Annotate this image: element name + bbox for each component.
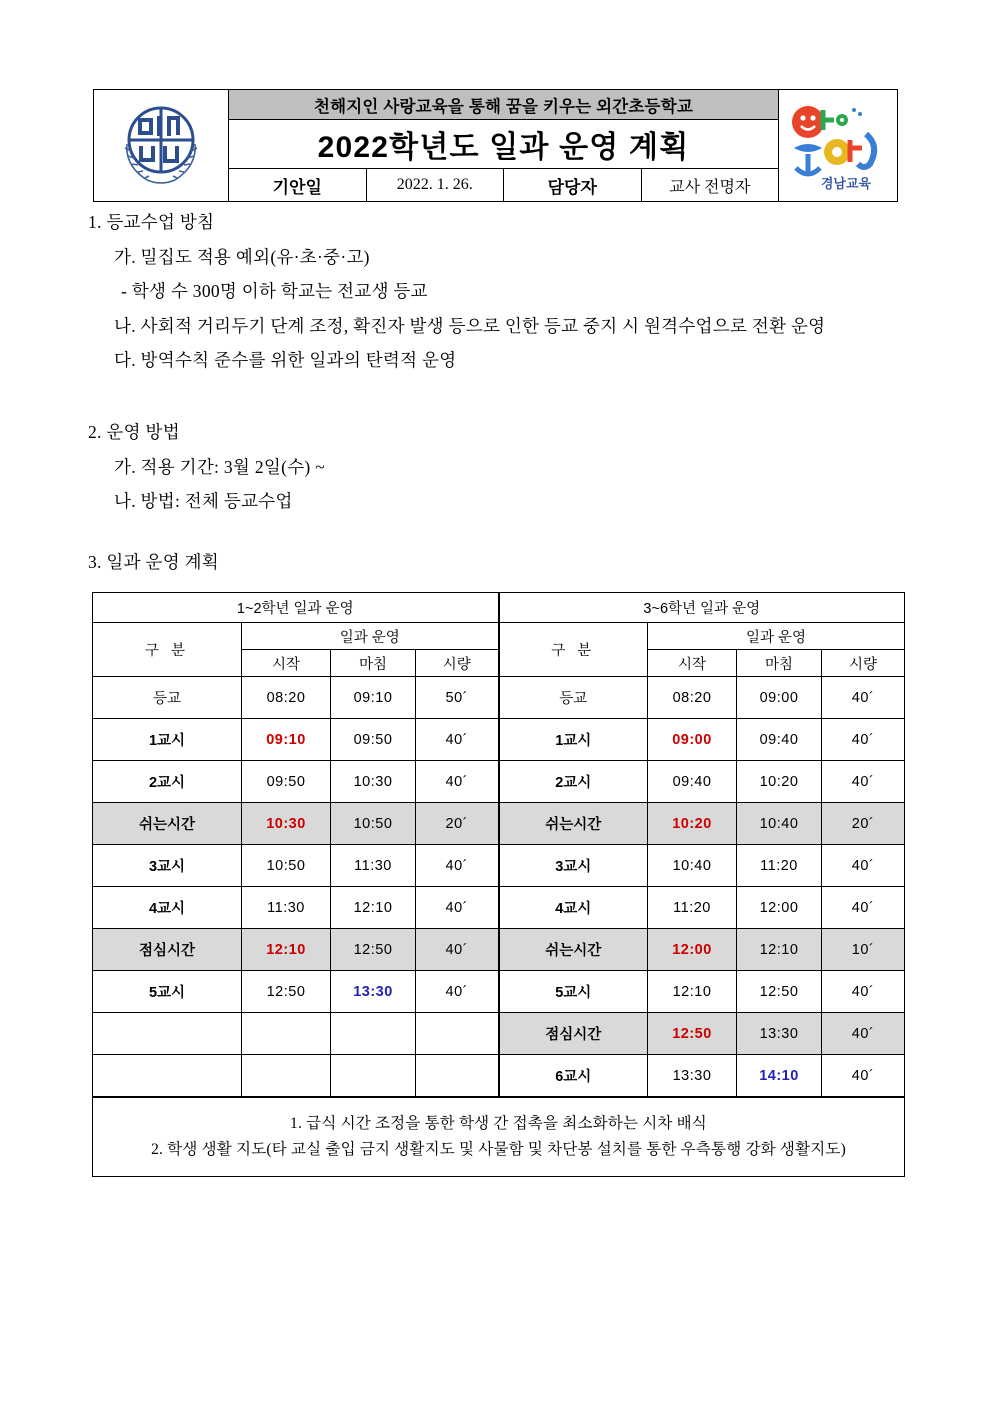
duration-right-4: 40´ [822,845,905,887]
row-label-left-4: 3교시 [93,845,242,887]
school-emblem-cell [94,90,229,202]
col-header-start-left: 시작 [242,650,331,677]
document-header [93,89,898,202]
document-title: 2022학년도 일과 운영 계획 [229,120,779,169]
start-time-right-0: 08:20 [648,677,737,719]
start-time-left-9 [242,1055,331,1098]
row-label-left-2: 2교시 [93,761,242,803]
start-time-left-0: 08:20 [242,677,331,719]
start-time-right-6: 12:00 [648,929,737,971]
section-1-item-0: 가. 밀집도 적용 예외(유·초·중·고) [114,246,370,267]
end-time-right-1: 09:40 [737,719,822,761]
end-time-left-9 [331,1055,416,1098]
start-time-right-8: 12:50 [648,1013,737,1055]
row-label-left-6: 점심시간 [93,929,242,971]
col-header-start-right: 시작 [648,650,737,677]
end-time-right-0: 09:00 [737,677,822,719]
row-label-right-2: 2교시 [499,761,648,803]
row-label-left-8 [93,1013,242,1055]
schedule-table [92,592,905,1177]
row-label-right-5: 4교시 [499,887,648,929]
duration-left-9 [416,1055,499,1098]
duration-left-3: 20´ [416,803,499,845]
end-time-left-4: 11:30 [331,845,416,887]
note-line-1: 1. 급식 시간 조정을 통한 학생 간 접촉을 최소화하는 시차 배식 [290,1115,707,1133]
start-time-right-5: 11:20 [648,887,737,929]
gyeongnam-education-logo-icon [784,96,892,196]
start-time-right-4: 10:40 [648,845,737,887]
duration-right-3: 20´ [822,803,905,845]
row-label-right-7: 5교시 [499,971,648,1013]
start-time-left-8 [242,1013,331,1055]
col-header-end-left: 마침 [331,650,416,677]
col-header-gubun-right: 구 분 [499,623,648,677]
section-1-item-3: 다. 방역수칙 준수를 위한 일과의 탄력적 운영 [114,350,457,370]
duration-left-8 [416,1013,499,1055]
row-label-right-9: 6교시 [499,1055,648,1098]
duration-right-0: 40´ [822,677,905,719]
duration-left-1: 40´ [416,719,499,761]
end-time-right-6: 12:10 [737,929,822,971]
section-2-item-1: 나. 방법: 전체 등교수업 [114,491,293,511]
table-row [93,1013,905,1055]
school-emblem-icon [105,96,217,196]
column-header-row-1 [93,623,905,650]
col-header-span-right: 일과 운영 [648,623,905,650]
duration-right-1: 40´ [822,719,905,761]
row-label-right-0: 등교 [499,677,648,719]
start-time-left-7: 12:50 [242,971,331,1013]
col-header-duration-right: 시량 [822,650,905,677]
end-time-left-6: 12:50 [331,929,416,971]
duration-right-6: 10´ [822,929,905,971]
start-time-right-7: 12:10 [648,971,737,1013]
start-time-left-4: 10:50 [242,845,331,887]
end-time-left-1: 09:50 [331,719,416,761]
row-label-left-0: 등교 [93,677,242,719]
section-2-item-0: 가. 적용 기간: 3월 2일(수) ~ [114,456,325,477]
duration-right-9: 40´ [822,1055,905,1098]
start-time-left-6: 12:10 [242,929,331,971]
school-slogan: 천해지인 사랑교육을 통해 꿈을 키우는 외간초등학교 [229,90,779,120]
duration-left-7: 40´ [416,971,499,1013]
duration-left-2: 40´ [416,761,499,803]
row-label-left-3: 쉬는시간 [93,803,242,845]
end-time-right-7: 12:50 [737,971,822,1013]
start-time-left-1: 09:10 [242,719,331,761]
group-title-row [93,593,905,623]
draft-date-label: 기안일 [229,169,367,202]
person-in-charge-label: 담당자 [504,169,642,202]
start-time-left-5: 11:30 [242,887,331,929]
duration-left-5: 40´ [416,887,499,929]
group-title-left: 1~2학년 일과 운영 [93,593,499,623]
section-1-heading: 1. 등교수업 방침 [88,212,215,232]
end-time-left-0: 09:10 [331,677,416,719]
notes-cell [93,1097,905,1177]
end-time-right-9: 14:10 [737,1055,822,1098]
start-time-right-2: 09:40 [648,761,737,803]
draft-date-value: 2022. 1. 26. [366,169,504,202]
table-row [93,971,905,1013]
end-time-right-4: 11:20 [737,845,822,887]
end-time-right-2: 10:20 [737,761,822,803]
table-row [93,1055,905,1098]
group-title-right: 3~6학년 일과 운영 [499,593,905,623]
section-2-heading: 2. 운영 방법 [88,422,180,442]
table-row [93,929,905,971]
person-in-charge-value: 교사 전명자 [641,169,779,202]
section-2 [88,424,948,528]
gn-logo-caption: 경남교육 [820,175,872,191]
gyeongnam-education-logo-cell [779,90,898,202]
row-label-right-4: 3교시 [499,845,648,887]
row-label-right-1: 1교시 [499,719,648,761]
start-time-left-2: 09:50 [242,761,331,803]
note-line-2: 2. 학생 생활 지도(타 교실 출입 금지 생활지도 및 사물함 및 차단봉 설치를 통한 우측통행 강화 생활지도) [151,1141,846,1158]
duration-left-6: 40´ [416,929,499,971]
row-label-left-1: 1교시 [93,719,242,761]
duration-right-5: 40´ [822,887,905,929]
row-label-right-6: 쉬는시간 [499,929,648,971]
row-label-right-3: 쉬는시간 [499,803,648,845]
duration-right-2: 40´ [822,761,905,803]
table-row [93,719,905,761]
row-label-left-7: 5교시 [93,971,242,1013]
schedule-table-container [92,592,904,1177]
table-row [93,803,905,845]
duration-right-8: 40´ [822,1013,905,1055]
start-time-right-1: 09:00 [648,719,737,761]
duration-right-7: 40´ [822,971,905,1013]
table-row [93,761,905,803]
section-3-heading: 3. 일과 운영 계획 [88,552,219,572]
end-time-left-3: 10:50 [331,803,416,845]
end-time-right-5: 12:00 [737,887,822,929]
header-table [93,89,898,202]
section-3 [88,554,948,589]
section-1-item-2: 나. 사회적 거리두기 단계 조정, 확진자 발생 등으로 인한 등교 중지 시 원격수업으로 전환 운영 [114,315,826,336]
row-label-left-5: 4교시 [93,887,242,929]
section-1-item-1: - 학생 수 300명 이하 학교는 전교생 등교 [121,281,428,301]
end-time-left-5: 12:10 [331,887,416,929]
start-time-left-3: 10:30 [242,803,331,845]
end-time-left-8 [331,1013,416,1055]
end-time-left-2: 10:30 [331,761,416,803]
table-row [93,887,905,929]
end-time-left-7: 13:30 [331,971,416,1013]
start-time-right-3: 10:20 [648,803,737,845]
start-time-right-9: 13:30 [648,1055,737,1098]
row-label-right-8: 점심시간 [499,1013,648,1055]
col-header-end-right: 마침 [737,650,822,677]
col-header-gubun-left: 구 분 [93,623,242,677]
row-label-left-9 [93,1055,242,1098]
section-1 [88,214,948,387]
col-header-span-left: 일과 운영 [242,623,499,650]
notes-row [93,1097,905,1177]
table-row [93,845,905,887]
duration-left-0: 50´ [416,677,499,719]
end-time-right-8: 13:30 [737,1013,822,1055]
col-header-duration-left: 시량 [416,650,499,677]
end-time-right-3: 10:40 [737,803,822,845]
duration-left-4: 40´ [416,845,499,887]
table-row [93,677,905,719]
